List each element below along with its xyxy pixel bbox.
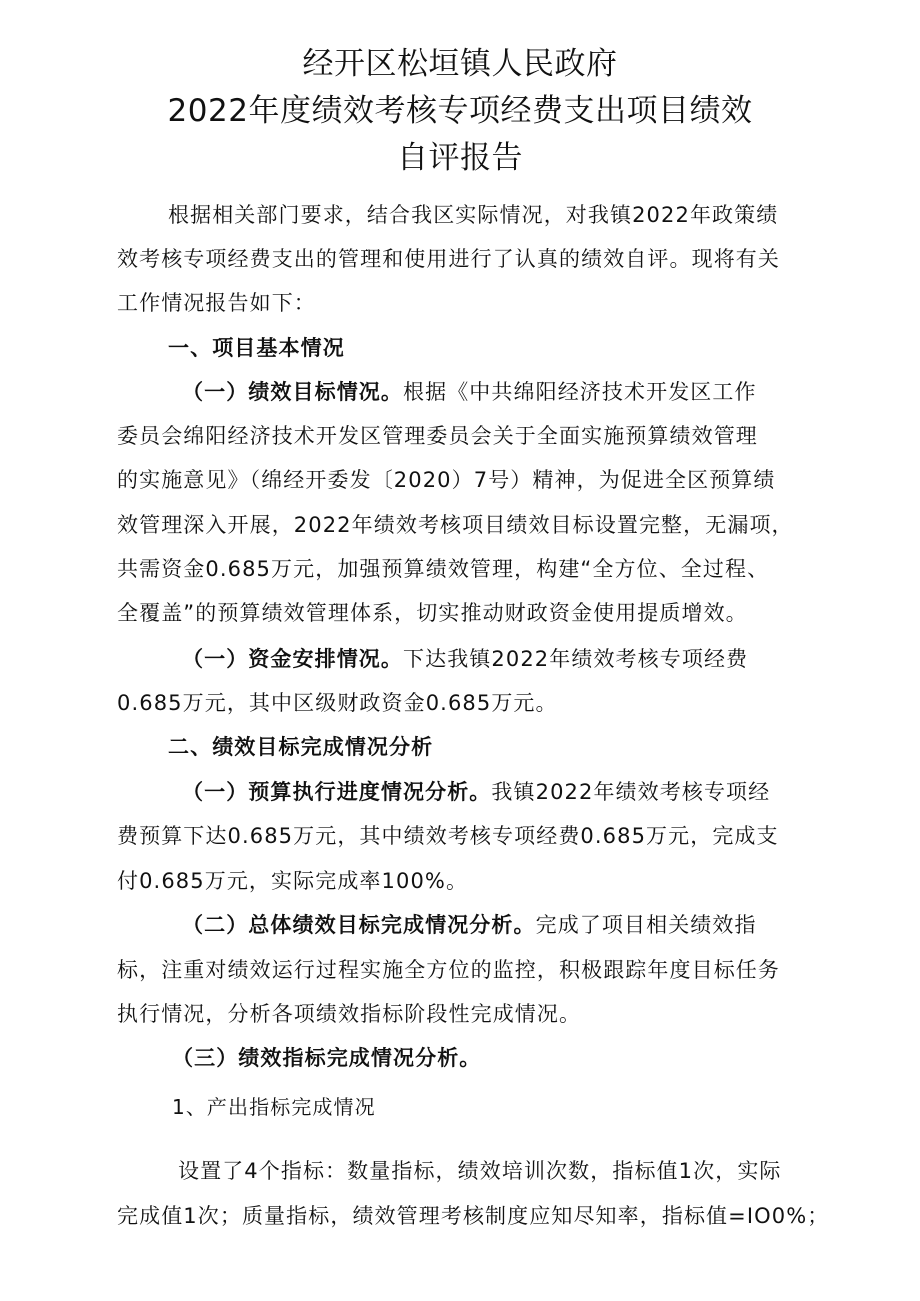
section-1-sub-1-line-5: 共需资金0.685万元，加强预算绩效管理，构建“全方位、全过程、: [117, 557, 770, 581]
section-1-sub-2-line-2: 0.685万元，其中区级财政资金0.685万元。: [117, 691, 558, 715]
section-2-sub-3-heading: （三）绩效指标完成情况分析。: [172, 1046, 482, 1070]
section-2-sub-2-label: （二）总体绩效目标完成情况分析。: [182, 913, 536, 937]
section-1-heading: 一、项目基本情况: [168, 336, 345, 360]
title-line-3: 自评报告: [397, 140, 523, 176]
item-1-line-1: 设置了4个指标：数量指标，绩效培训次数，指标值1次，实际: [178, 1159, 782, 1183]
item-1-line-2: 完成值1次；质量指标，绩效管理考核制度应知尽知率，指标值=IO0%；: [117, 1204, 830, 1228]
section-1-sub-1-line-4: 效管理深入开展，2022年绩效考核项目绩效目标设置完整，无漏项，: [117, 513, 794, 537]
section-1-sub-1-line-2: 委员会绵阳经济技术开发区管理委员会关于全面实施预算绩效管理: [117, 424, 758, 448]
section-2-sub-1-line-3: 付0.685万元，实际完成率100%。: [117, 869, 469, 893]
section-2-sub-1-label: （一）预算执行进度情况分析。: [182, 780, 492, 804]
section-2-sub-1-line-2: 费预算下达0.685万元，其中绩效考核专项经费0.685万元，完成支: [117, 824, 779, 848]
section-2-sub-2-line-3: 执行情况，分析各项绩效指标阶段性完成情况。: [117, 1002, 582, 1026]
item-1-heading: 1、产出指标完成情况: [172, 1095, 376, 1119]
section-1-sub-1-line-3: 的实施意见》（绵经开委发〔2020）7号）精神，为促进全区预算绩: [117, 468, 776, 492]
intro-line-3: 工作情况报告如下：: [117, 291, 316, 315]
section-1-sub-2-label: （一）资金安排情况。: [182, 647, 403, 671]
section-2-sub-1-line-1: （一）预算执行进度情况分析。我镇2022年绩效考核专项经: [182, 780, 771, 804]
section-1-sub-1-line-6: 全覆盖”的预算绩效管理体系，切实推动财政资金使用提质增效。: [117, 601, 748, 625]
section-1-sub-2-line-1: （一）资金安排情况。下达我镇2022年绩效考核专项经费: [182, 647, 749, 671]
intro-line-1: 根据相关部门要求，结合我区实际情况，对我镇2022年政策绩: [168, 203, 779, 227]
section-1-sub-1-line-1: （一）绩效目标情况。根据《中共绵阳经济技术开发区工作: [182, 380, 757, 404]
section-1-sub-1-label: （一）绩效目标情况。: [182, 380, 403, 404]
section-2-sub-2-line-2: 标，注重对绩效运行过程实施全方位的监控，积极跟踪年度目标任务: [117, 958, 780, 982]
intro-line-2: 效考核专项经费支出的管理和使用进行了认真的绩效自评。现将有关: [117, 247, 780, 271]
title-line-1: 经开区松垣镇人民政府: [302, 46, 618, 82]
section-2-sub-2-line-1: （二）总体绩效目标完成情况分析。完成了项目相关绩效指: [182, 913, 757, 937]
title-line-2: 2022年度绩效考核专项经费支出项目绩效: [167, 93, 753, 129]
section-2-heading: 二、绩效目标完成情况分析: [168, 735, 434, 759]
